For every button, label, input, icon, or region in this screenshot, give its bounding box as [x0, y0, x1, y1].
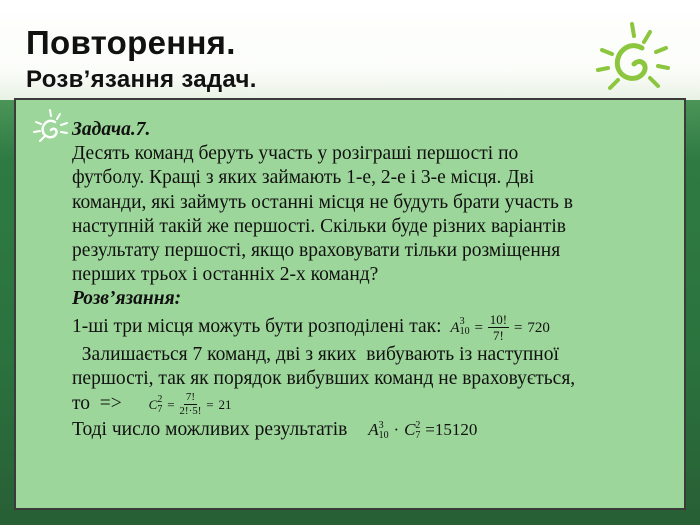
formula-sub: 7 — [157, 403, 163, 415]
solution-text: то => — [72, 393, 122, 414]
solution-heading: Розв’язання: — [72, 288, 182, 310]
solution-text: Тоді число можливих результатів — [72, 419, 348, 441]
formula-symbol-a: A — [368, 420, 379, 440]
content-panel — [14, 98, 686, 510]
formula-symbol-c: C — [404, 420, 416, 440]
solution-text: 1-ші три місця можуть бути розподілені так: — [72, 315, 442, 337]
task-line: наступній такій же першості. Скільки буде різних варіантів — [72, 215, 566, 237]
formula-equals: = — [167, 397, 175, 412]
formula-combinations — [149, 391, 232, 418]
page-title: Повторення. — [26, 24, 236, 61]
formula-symbol: A — [450, 319, 460, 336]
page-subtitle: Розв’язання задач. — [26, 66, 257, 93]
formula-sub: 10 — [378, 429, 389, 441]
task-line: результату першості, якщо враховувати тільки розміщення — [72, 240, 561, 262]
task-heading: Задача.7. — [72, 119, 151, 140]
formula-sup: 2 — [415, 419, 421, 431]
fraction-numerator: 10! — [489, 311, 508, 327]
formula-equals: = — [514, 319, 523, 336]
sun-swirl-icon — [30, 108, 70, 148]
formula-result: 21 — [218, 397, 232, 412]
formula-equals: = — [425, 420, 435, 440]
solution-line-4 — [72, 391, 682, 418]
fraction-denominator: 7! — [493, 327, 504, 343]
formula-indices — [379, 421, 389, 441]
formula-sup: 3 — [378, 419, 384, 431]
solution-line-2: Залишається 7 команд, дві з яких вибувають із наступної — [72, 343, 559, 365]
formula-indices — [415, 421, 420, 441]
formula-indices — [460, 317, 470, 337]
formula-result: 720 — [527, 319, 550, 336]
fraction-numerator: 7! — [185, 391, 195, 404]
formula-indices — [157, 395, 162, 415]
fraction-denominator: 2!·5! — [179, 405, 202, 418]
formula-sub: 10 — [459, 326, 470, 338]
task-line: перших трьох і останніх 2-х команд? — [72, 264, 379, 286]
formula-fraction — [488, 312, 509, 343]
formula-dot: · — [393, 420, 400, 440]
task-line: Десять команд беруть участь у розіграші першості по — [72, 143, 519, 165]
formula-total — [368, 418, 477, 442]
formula-sup: 3 — [459, 316, 465, 328]
formula-arrangements — [450, 312, 549, 343]
task-line: футболу. Кращі з яких займають 1-е, 2-е і 3-е місця. Дві — [72, 167, 535, 189]
solution-line-1 — [72, 312, 682, 343]
formula-fraction — [179, 391, 201, 418]
formula-equals: = — [474, 319, 483, 336]
formula-equals: = — [206, 397, 214, 412]
formula-result: 15120 — [434, 420, 478, 440]
formula-symbol: C — [148, 397, 158, 412]
solution-line-3: першості, так як порядок вибувших команд не враховується, — [72, 367, 576, 389]
sun-swirl-icon — [588, 20, 678, 100]
task-content — [72, 118, 682, 443]
formula-sub: 7 — [415, 429, 421, 441]
solution-line-5 — [72, 418, 682, 443]
task-line: команди, які займуть останні місця не будуть брати участь в — [72, 191, 573, 213]
formula-sup: 2 — [157, 393, 163, 405]
